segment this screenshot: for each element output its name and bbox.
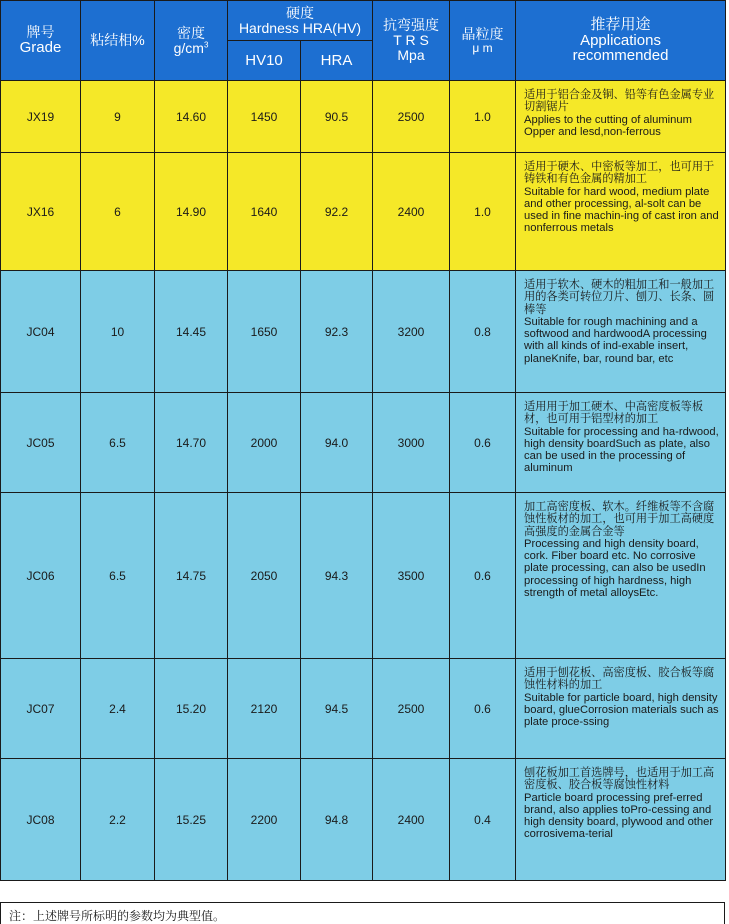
- application-cn-text: 适用于铝合金及铜、铅等有色金属专业切割锯片: [524, 89, 715, 114]
- cell-grain: 0.6: [450, 393, 516, 493]
- cell-grain: 0.6: [450, 493, 516, 659]
- table-row: [1, 271, 726, 393]
- cell-density: 15.20: [155, 659, 228, 759]
- cell-grain: 1.0: [450, 153, 516, 271]
- application-cn-text: 适用用于加工硬木、中高密度板等板材，也可用于铝型材的加工: [524, 401, 704, 426]
- header-hardness: 硬度 Hardness HRA(HV): [228, 1, 373, 41]
- table-row: [1, 659, 726, 759]
- cell-hv10: 2120: [228, 659, 301, 759]
- cell-grade: JC07: [1, 659, 81, 759]
- cell-trs: 2500: [373, 81, 450, 153]
- cell-trs: 2400: [373, 759, 450, 881]
- header-applications: 推荐用途 Applications recommended: [516, 1, 726, 81]
- table-header: [1, 1, 726, 81]
- header-grain: 晶粒度 μ m: [450, 1, 516, 81]
- cell-grade: JC05: [1, 393, 81, 493]
- table-row: [1, 759, 726, 881]
- application-en-text: Suitable for processing and ha-rdwood, high density boardSuch as plate, also can be used in the processing of aluminum: [524, 425, 719, 475]
- cell-applications: [516, 493, 726, 659]
- application-en-text: Suitable for rough machining and a softwood and hardwoodA processing with all kinds of ind-exable insert, planeKnife, bar, round bar, etc: [524, 315, 707, 365]
- cell-trs: 3000: [373, 393, 450, 493]
- header-hv10: HV10: [228, 41, 301, 81]
- application-en-text: Applies to the cutting of aluminum Opper and lesd,non-ferrous: [524, 113, 692, 138]
- cell-applications: [516, 153, 726, 271]
- cell-grade: JC08: [1, 759, 81, 881]
- cell-binder: 6.5: [81, 393, 155, 493]
- cell-grain: 1.0: [450, 81, 516, 153]
- table-row: [1, 81, 726, 153]
- table-row: [1, 493, 726, 659]
- cell-density: 14.75: [155, 493, 228, 659]
- cell-hra: 94.3: [301, 493, 373, 659]
- cell-binder: 9: [81, 81, 155, 153]
- cell-density: 14.90: [155, 153, 228, 271]
- cell-trs: 3200: [373, 271, 450, 393]
- cell-hv10: 1650: [228, 271, 301, 393]
- application-en-text: Processing and high density board, cork. Fiber board etc. No corrosive plate processing, can also be usedIn processing of high hardness, high strength of metal alloysEtc.: [524, 537, 706, 600]
- cell-hra: 94.5: [301, 659, 373, 759]
- cell-grain: 0.8: [450, 271, 516, 393]
- cell-trs: 2500: [373, 659, 450, 759]
- cell-binder: 6: [81, 153, 155, 271]
- cell-hv10: 1640: [228, 153, 301, 271]
- header-trs: 抗弯强度 T R S Mpa: [373, 1, 450, 81]
- cell-hra: 94.0: [301, 393, 373, 493]
- cell-hra: 90.5: [301, 81, 373, 153]
- cell-trs: 3500: [373, 493, 450, 659]
- cell-applications: [516, 81, 726, 153]
- cell-grade: JX19: [1, 81, 81, 153]
- cell-density: 14.45: [155, 271, 228, 393]
- application-cn-text: 适用于软木、硬木的粗加工和一般加工用的各类可转位刀片、刨刀、长条、圆棒等: [524, 279, 715, 316]
- header-binder: 粘结相%: [81, 1, 155, 81]
- cell-hra: 94.8: [301, 759, 373, 881]
- header-hra: HRA: [301, 41, 373, 81]
- cell-grade: JC04: [1, 271, 81, 393]
- cell-hra: 92.2: [301, 153, 373, 271]
- cell-density: 14.70: [155, 393, 228, 493]
- application-cn-text: 适用于刨花板、高密度板、胶合板等腐蚀性材料的加工: [524, 667, 715, 692]
- cell-grade: JC06: [1, 493, 81, 659]
- cell-applications: [516, 271, 726, 393]
- application-cn-text: 刨花板加工首选牌号，也适用于加工高密度板、胶合板等腐蚀性材料: [524, 767, 715, 792]
- application-cn-text: 加工高密度板、软木。纤维板等不含腐蚀性板材的加工，也可用于加工高硬度高强度的金属合金等: [524, 501, 715, 538]
- cell-hv10: 1450: [228, 81, 301, 153]
- cell-hv10: 2000: [228, 393, 301, 493]
- cell-applications: [516, 393, 726, 493]
- header-density: 密度 $g/cm^3$: [155, 1, 228, 81]
- cell-trs: 2400: [373, 153, 450, 271]
- table-body: [1, 81, 726, 881]
- application-en-text: Suitable for hard wood, medium plate and other processing, al-solt can be used in fine machin-ing of cast iron and nonferrous metals: [524, 185, 719, 235]
- cell-binder: 2.4: [81, 659, 155, 759]
- cell-grain: 0.4: [450, 759, 516, 881]
- cell-grade: JX16: [1, 153, 81, 271]
- cell-binder: 6.5: [81, 493, 155, 659]
- cell-applications: [516, 659, 726, 759]
- table-row: [1, 393, 726, 493]
- cell-density: 14.60: [155, 81, 228, 153]
- cell-binder: 10: [81, 271, 155, 393]
- cell-grain: 0.6: [450, 659, 516, 759]
- cell-hv10: 2200: [228, 759, 301, 881]
- cell-hra: 92.3: [301, 271, 373, 393]
- application-en-text: Suitable for particle board, high density board, glueCorrosion materials such as plate proce-ssing: [524, 691, 719, 729]
- footer-note: 注：上述牌号所标明的参数均为典型值。: [0, 902, 725, 924]
- cell-hv10: 2050: [228, 493, 301, 659]
- cell-density: 15.25: [155, 759, 228, 881]
- cell-applications: [516, 759, 726, 881]
- cell-binder: 2.2: [81, 759, 155, 881]
- application-cn-text: 适用于硬木、中密板等加工，也可用于铸铁和有色金属的精加工: [524, 161, 715, 186]
- header-grade: 牌号 Grade: [1, 1, 81, 81]
- application-en-text: Particle board processing pref-erred brand, also applies toPro-cessing and high density board, plywood and other corrosivema-terial: [524, 791, 714, 841]
- table-row: [1, 153, 726, 271]
